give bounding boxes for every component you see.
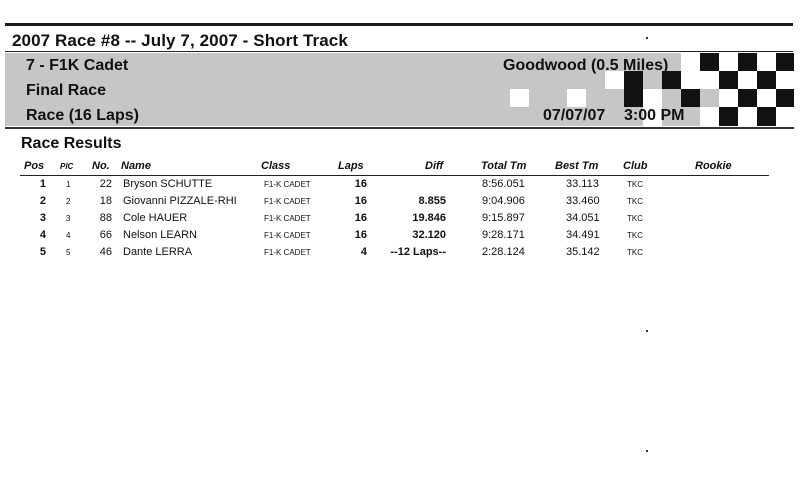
table-row <box>0 178 800 195</box>
cell-total: 9:28.171 <box>482 229 525 241</box>
col-class: Class <box>261 160 291 172</box>
table-row <box>0 229 800 246</box>
cell-name: Bryson SCHUTTE <box>123 178 213 190</box>
table-row <box>0 246 800 263</box>
cell-pic: 4 <box>66 231 71 240</box>
race-banner <box>5 53 794 126</box>
cell-laps: 4 <box>360 246 367 258</box>
cell-class: F1-K CADET <box>264 180 311 189</box>
cell-laps: 16 <box>354 229 367 241</box>
scan-speck <box>646 330 648 332</box>
cell-pic: 2 <box>66 197 71 206</box>
col-no: No. <box>92 160 110 172</box>
cell-laps: 16 <box>354 212 367 224</box>
cell-best: 33.113 <box>566 178 599 190</box>
cell-no: 46 <box>99 246 112 258</box>
cell-total: 9:04.906 <box>482 195 525 207</box>
col-name: Name <box>121 160 151 172</box>
cell-best: 34.051 <box>566 212 600 224</box>
cell-laps: 16 <box>354 195 367 207</box>
cell-pos: 3 <box>39 212 46 224</box>
col-rookie: Rookie <box>695 160 732 172</box>
cell-club: TKC <box>627 231 643 240</box>
cell-best: 35.142 <box>566 246 600 258</box>
cell-pos: 1 <box>39 178 46 190</box>
cell-name: Dante LERRA <box>123 246 193 258</box>
cell-pic: 5 <box>66 248 71 257</box>
cell-no: 66 <box>99 229 112 241</box>
title-rule <box>5 51 793 52</box>
top-rule <box>5 23 793 26</box>
cell-pic: 3 <box>66 214 71 223</box>
race-time: 3:00 PM <box>624 107 685 124</box>
page-title: 2007 Race #8 -- July 7, 2007 - Short Track <box>12 31 348 50</box>
track-name: Goodwood (0.5 Miles) <box>503 57 669 74</box>
col-total: Total Tm <box>481 160 527 172</box>
header-rule <box>20 175 769 176</box>
cell-name: Giovanni PIZZALE-RHI <box>123 195 237 207</box>
cell-total: 9:15.897 <box>482 212 525 224</box>
cell-pos: 5 <box>39 246 46 258</box>
cell-class: F1-K CADET <box>264 248 311 257</box>
cell-club: TKC <box>627 214 643 223</box>
cell-no: 88 <box>99 212 112 224</box>
cell-laps: 16 <box>354 178 367 190</box>
section-title: Race Results <box>21 135 122 152</box>
col-club: Club <box>623 160 648 172</box>
cell-club: TKC <box>627 180 643 189</box>
cell-diff: 32.120 <box>412 229 446 241</box>
scan-speck <box>646 37 648 39</box>
banner-rule <box>5 127 794 129</box>
cell-no: 18 <box>99 195 112 207</box>
race-date: 07/07/07 <box>543 107 606 124</box>
scan-speck <box>646 450 648 452</box>
cell-club: TKC <box>627 197 643 206</box>
cell-total: 8:56.051 <box>482 178 525 190</box>
col-laps: Laps <box>338 160 364 172</box>
col-best: Best Tm <box>555 160 599 172</box>
cell-best: 33.460 <box>566 195 600 207</box>
cell-diff: 8.855 <box>418 195 446 207</box>
cell-diff: --12 Laps-- <box>390 246 446 258</box>
col-diff: Diff <box>425 160 444 172</box>
table-row <box>0 195 800 212</box>
cell-class: F1-K CADET <box>264 231 311 240</box>
cell-pos: 4 <box>39 229 46 241</box>
cell-name: Nelson LEARN <box>123 229 197 241</box>
cell-pic: 1 <box>66 180 71 189</box>
cell-club: TKC <box>627 248 643 257</box>
cell-no: 22 <box>99 178 112 190</box>
class-name: 7 - F1K Cadet <box>26 57 129 74</box>
cell-class: F1-K CADET <box>264 214 311 223</box>
cell-diff: 19.846 <box>412 212 446 224</box>
col-pos: Pos <box>24 160 45 172</box>
col-pic: PIC <box>60 162 74 171</box>
cell-class: F1-K CADET <box>264 197 311 206</box>
session-name: Final Race <box>26 82 107 99</box>
cell-best: 34.491 <box>566 229 600 241</box>
cell-name: Cole HAUER <box>123 212 188 224</box>
cell-pos: 2 <box>39 195 46 207</box>
cell-total: 2:28.124 <box>482 246 525 258</box>
table-row <box>0 212 800 229</box>
race-description: Race (16 Laps) <box>26 107 139 124</box>
